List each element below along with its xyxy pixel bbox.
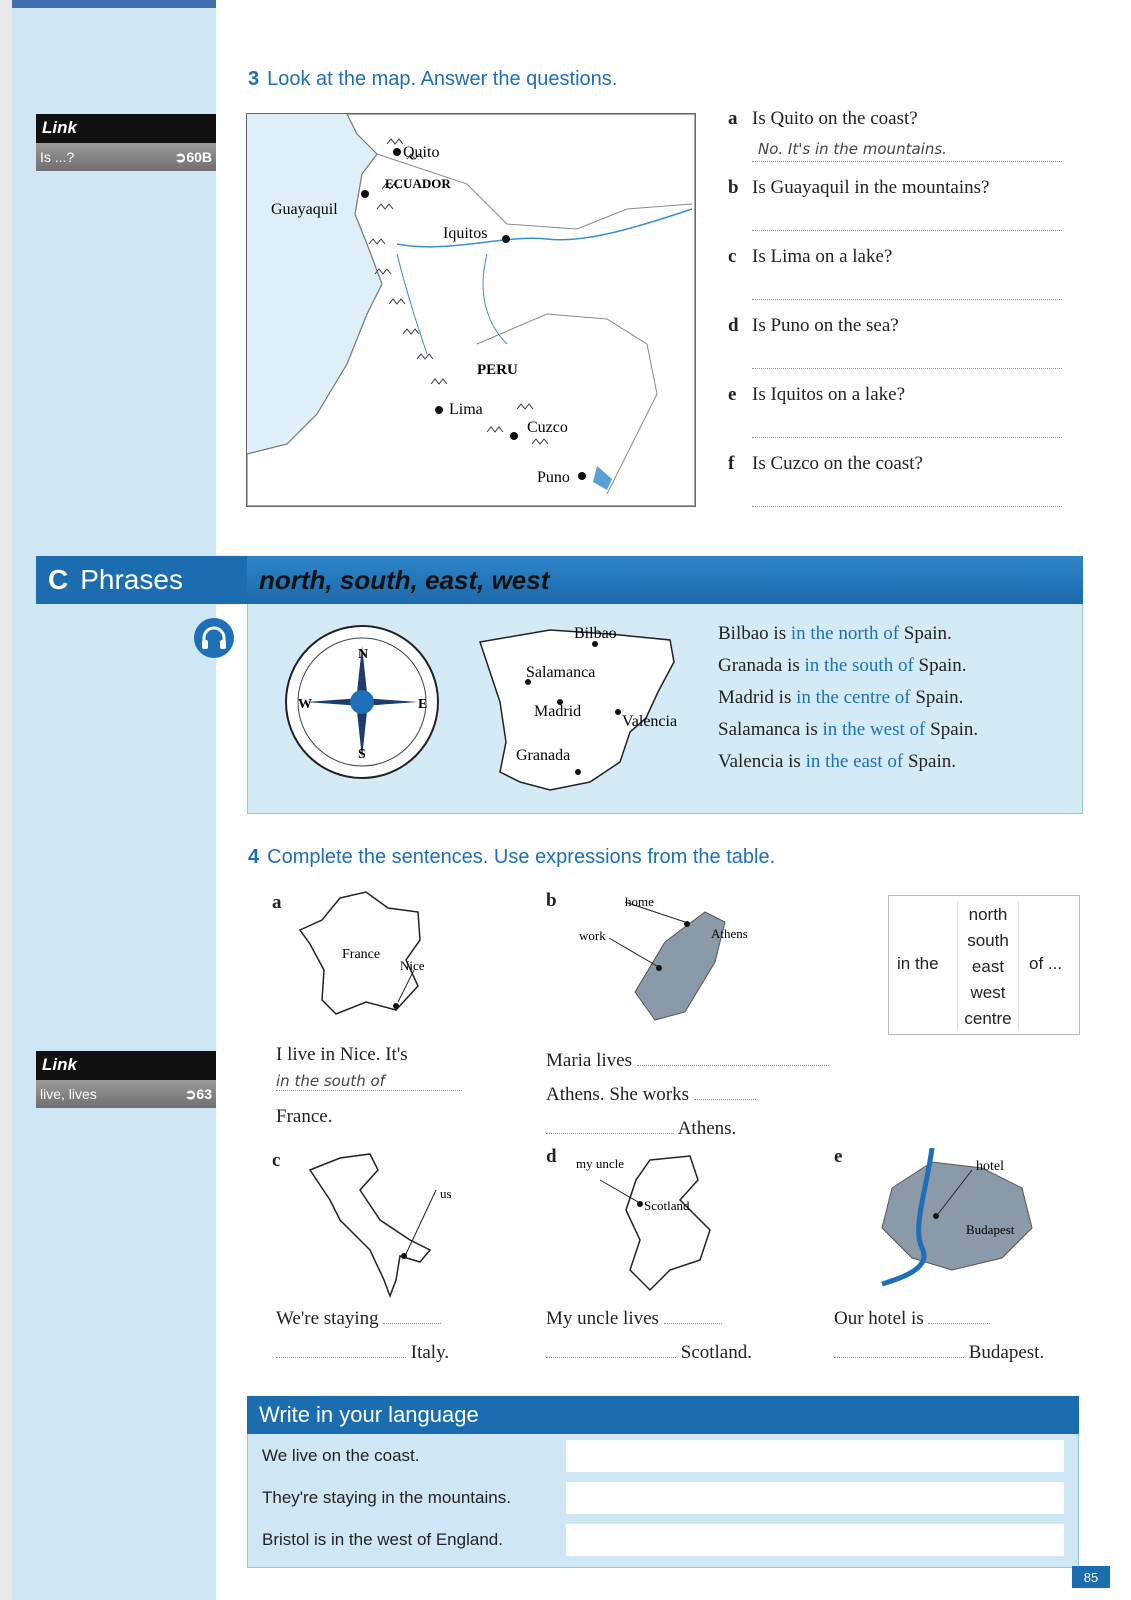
link-heading: Link bbox=[36, 1051, 216, 1080]
budapest-map bbox=[872, 1148, 1052, 1288]
write-language-title: Write in your language bbox=[247, 1396, 1079, 1434]
answer-field[interactable] bbox=[383, 1323, 441, 1324]
svg-text:home: home bbox=[625, 894, 654, 909]
svg-text:S: S bbox=[358, 747, 366, 762]
svg-text:E: E bbox=[418, 697, 428, 712]
phrases-title: north, south, east, west bbox=[247, 556, 1083, 604]
svg-text:Granada: Granada bbox=[516, 747, 571, 764]
svg-text:Valencia: Valencia bbox=[622, 713, 678, 730]
svg-text:France: France bbox=[342, 947, 381, 962]
answer-field[interactable] bbox=[752, 278, 1062, 300]
link-box-live bbox=[36, 1051, 216, 1108]
svg-text:W: W bbox=[298, 697, 312, 712]
sentence-line: Valencia is in the east of Spain. bbox=[718, 751, 956, 772]
link-ref: ➲60B bbox=[174, 148, 212, 165]
link-row[interactable] bbox=[36, 1080, 216, 1108]
svg-text:Bilbao: Bilbao bbox=[574, 625, 617, 642]
athens-map bbox=[575, 892, 775, 1022]
map-label-guayaquil: Guayaquil bbox=[271, 201, 338, 218]
section-header-phrases: C Phrases bbox=[36, 556, 247, 604]
page-number: 85 bbox=[1072, 1566, 1110, 1588]
answer-field[interactable]: in the south of bbox=[276, 1072, 462, 1091]
map-label-ecuador: ECUADOR bbox=[385, 176, 451, 191]
headphones-icon[interactable] bbox=[194, 618, 234, 658]
question-a: a Is Quito on the coast? No. It's in the mountains. bbox=[728, 108, 1068, 130]
answer-field[interactable] bbox=[276, 1357, 406, 1358]
link-label: Is ...? bbox=[40, 149, 75, 165]
sentence-line: Bilbao is in the north of Spain. bbox=[718, 623, 952, 644]
answer-field[interactable] bbox=[834, 1357, 964, 1358]
answer-field[interactable] bbox=[637, 1065, 829, 1066]
svg-text:Budapest: Budapest bbox=[966, 1222, 1015, 1237]
link-row[interactable] bbox=[36, 143, 216, 171]
expressions-table: in the north south east west centre of ... bbox=[888, 895, 1080, 1035]
map-label-peru: PERU bbox=[477, 362, 518, 378]
link-ref: ➲63 bbox=[184, 1085, 212, 1102]
svg-text:hotel: hotel bbox=[976, 1159, 1004, 1174]
prompt-sentence: They're staying in the mountains. bbox=[262, 1488, 511, 1507]
answer-field[interactable] bbox=[752, 209, 1062, 231]
answer-field[interactable] bbox=[752, 416, 1062, 438]
prompt-sentence: Bristol is in the west of England. bbox=[262, 1530, 503, 1549]
page-gutter bbox=[0, 0, 12, 1600]
spain-map bbox=[470, 622, 706, 802]
sentence-4c: We're staying Italy. bbox=[276, 1308, 450, 1363]
svg-text:Madrid: Madrid bbox=[534, 703, 582, 720]
link-heading: Link bbox=[36, 114, 216, 143]
sentence-line: Salamanca is in the west of Spain. bbox=[718, 719, 979, 740]
answer-field[interactable] bbox=[546, 1133, 674, 1134]
phrases-sentences bbox=[718, 618, 978, 778]
answer-field[interactable] bbox=[546, 1357, 676, 1358]
sentence-line: Madrid is in the centre of Spain. bbox=[718, 687, 964, 708]
sentence-4b: Maria lives Athens. She works Athens. bbox=[546, 1044, 829, 1146]
write-language-panel bbox=[247, 1434, 1079, 1568]
answer-field[interactable]: No. It's in the mountains. bbox=[752, 140, 1062, 162]
svg-text:us: us bbox=[440, 1186, 452, 1201]
top-accent-bar bbox=[12, 0, 216, 8]
question-e: e Is Iquitos on a lake? bbox=[728, 384, 1068, 406]
map-label-quito: Quito bbox=[403, 144, 440, 161]
answer-field[interactable] bbox=[928, 1323, 990, 1324]
answer-field[interactable] bbox=[752, 347, 1062, 369]
compass-icon bbox=[282, 622, 442, 782]
map-label-iquitos: Iquitos bbox=[443, 225, 488, 242]
question-b: b Is Guayaquil in the mountains? bbox=[728, 177, 1068, 199]
sentence-4d: My uncle lives Scotland. bbox=[546, 1308, 752, 1363]
svg-text:my uncle: my uncle bbox=[576, 1156, 625, 1171]
arrow-circle-icon: ➲ bbox=[184, 1085, 197, 1102]
translation-field[interactable] bbox=[566, 1524, 1064, 1556]
arrow-circle-icon: ➲ bbox=[174, 148, 187, 165]
translation-field[interactable] bbox=[566, 1440, 1064, 1472]
map-label-lima: Lima bbox=[449, 401, 483, 418]
svg-text:work: work bbox=[579, 928, 606, 943]
france-map bbox=[296, 890, 436, 1020]
exercise-3-title: 3 Look at the map. Answer the questions. bbox=[248, 68, 618, 90]
answer-field[interactable] bbox=[694, 1099, 756, 1100]
question-c: c Is Lima on a lake? bbox=[728, 246, 1068, 268]
answer-field[interactable] bbox=[664, 1323, 722, 1324]
map-label-cuzco: Cuzco bbox=[527, 419, 568, 436]
translation-field[interactable] bbox=[566, 1482, 1064, 1514]
prompt-sentence: We live on the coast. bbox=[262, 1446, 420, 1465]
question-f: f Is Cuzco on the coast? bbox=[728, 453, 1068, 475]
sentence-4e: Our hotel is Budapest. bbox=[834, 1308, 1045, 1363]
peru-map bbox=[246, 113, 696, 507]
sidebar-strip bbox=[12, 0, 216, 1600]
link-box-is bbox=[36, 114, 216, 171]
svg-text:Salamanca: Salamanca bbox=[526, 664, 596, 681]
answer-field[interactable] bbox=[752, 485, 1062, 507]
exercise-4-title: 4 Complete the sentences. Use expressions from the table. bbox=[248, 846, 776, 868]
link-label: live, lives bbox=[40, 1086, 97, 1102]
svg-text:Nice: Nice bbox=[400, 958, 425, 973]
scotland-map bbox=[570, 1150, 750, 1300]
italy-map bbox=[300, 1150, 470, 1300]
map-label-puno: Puno bbox=[537, 469, 570, 486]
svg-text:N: N bbox=[358, 647, 369, 662]
sentence-4a: I live in Nice. It's in the south of France. bbox=[276, 1044, 462, 1128]
sentence-line: Granada is in the south of Spain. bbox=[718, 655, 967, 676]
svg-text:Scotland: Scotland bbox=[644, 1198, 690, 1213]
svg-text:Athens: Athens bbox=[711, 926, 748, 941]
question-d: d Is Puno on the sea? bbox=[728, 315, 1068, 337]
